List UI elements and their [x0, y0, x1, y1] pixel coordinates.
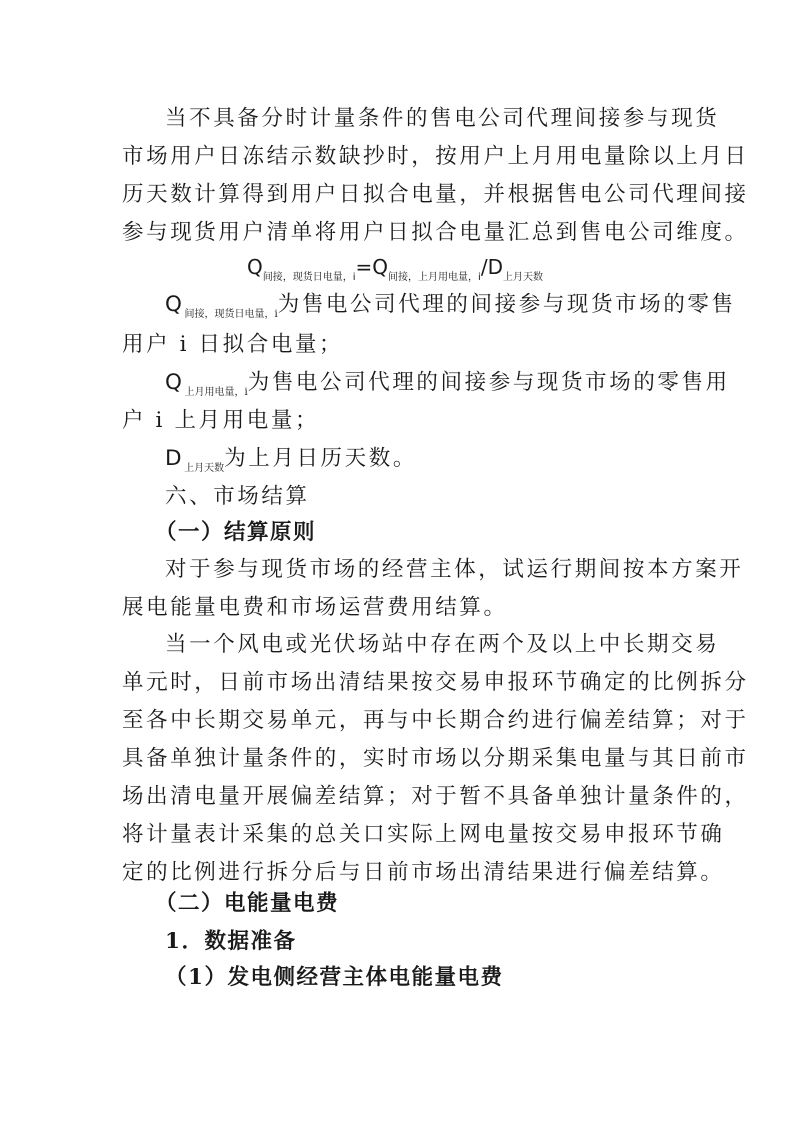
definition-text: 为上月日历天数。 [224, 446, 417, 471]
paragraph-line: 用户 i 日拟合电量； [122, 332, 344, 357]
paragraph-line: 至各中长期交易单元，再与中长期合约进行偏差结算；对于 [122, 708, 749, 733]
definition-q-monthly [165, 368, 730, 408]
paragraph-line: 当不具备分时计量条件的售电公司代理间接参与现货 [165, 106, 720, 131]
paragraph-line: 历天数计算得到用户日拟合电量，并根据售电公司代理间接 [122, 182, 749, 207]
paragraph-line: 市场用户日冻结示数缺抄时，按用户上月用电量除以上月日 [122, 144, 749, 169]
formula-slash: / [480, 255, 488, 279]
definition-symbol: Q [165, 370, 185, 395]
section-heading: 六、市场结算 [165, 484, 310, 509]
subsection-heading: （二）电能量电费 [155, 891, 340, 916]
paragraph-line: 当一个风电或光伏场站中存在两个及以上中长期交易 [165, 632, 720, 657]
item-subheading: （1）发电侧经营主体电能量电费 [165, 965, 504, 990]
formula-d-symbol: D [487, 255, 503, 279]
definition-subscript: 上月用电量，i [184, 387, 248, 398]
formula-rhs1-subscript: 间接，上月用电量，i [388, 272, 481, 283]
definition-subscript: 上月天数 [184, 463, 225, 474]
definition-subscript: 间接，现货日电量，i [184, 309, 278, 320]
formula-q-symbol: Q [247, 255, 263, 279]
definition-text: 为售电公司代理的间接参与现货市场的零售 [277, 292, 736, 317]
subsection-heading: （一）结算原则 [155, 520, 317, 545]
paragraph-line: 对于参与现货市场的经营主体，试运行期间按本方案开 [165, 557, 744, 582]
paragraph-line: 展电能量电费和市场运营费用结算。 [122, 595, 508, 620]
formula-rhs2-subscript: 上月天数 [502, 272, 543, 283]
definition-q-daily [165, 290, 736, 330]
definition-d-days [165, 444, 674, 484]
paragraph-line: 定的比例进行拆分后与日前市场出清结果进行偏差结算。 [122, 860, 725, 885]
formula-lhs-subscript: 间接，现货日电量，i [262, 272, 356, 283]
definition-symbol: Q [165, 292, 185, 317]
paragraph-line: 将计量表计采集的总关口实际上网电量按交易申报环节确 [122, 822, 725, 847]
definition-text: 为售电公司代理的间接参与现货市场的零售用 [247, 370, 730, 395]
paragraph-line: 户 i 上月用电量； [122, 408, 320, 433]
paragraph-line: 具备单独计量条件的，实时市场以分期采集电量与其日前市 [122, 746, 749, 771]
paragraph-line: 参与现货用户清单将用户日拟合电量汇总到售电公司维度。 [122, 220, 749, 245]
formula [247, 252, 607, 293]
formula-equals: = [355, 255, 373, 279]
formula-q-symbol: Q [372, 255, 389, 279]
definition-symbol: D [165, 446, 185, 471]
paragraph-line: 单元时，日前市场出清结果按交易申报环节确定的比例拆分 [122, 670, 749, 695]
paragraph-line: 场出清电量开展偏差结算；对于暂不具备单独计量条件的， [122, 784, 749, 809]
item-heading: 1．数据准备 [165, 929, 297, 954]
